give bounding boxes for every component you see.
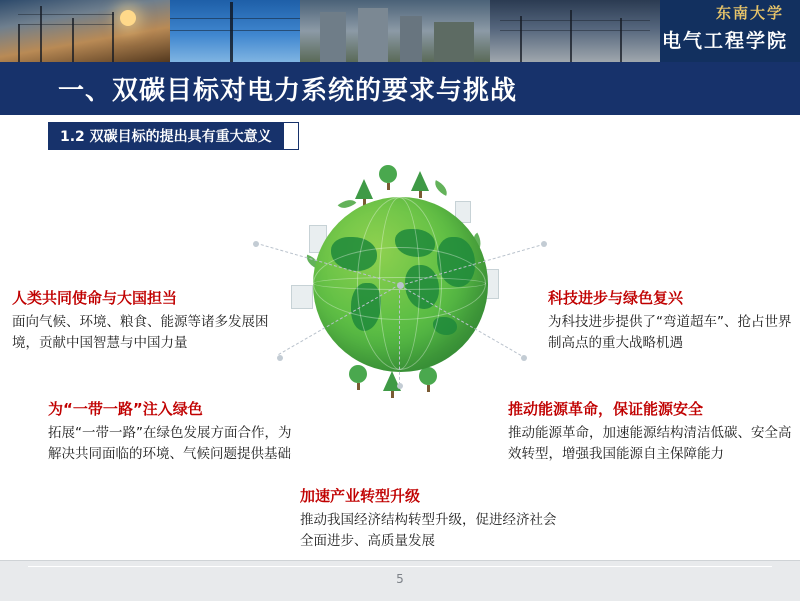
callout-body: 面向气候、环境、粮食、能源等诸多发展困境，贡献中国智慧与中国力量: [12, 314, 269, 351]
callout-body: 推动能源革命，加速能源结构清洁低碳、安全高效转型，增强我国能源自主保障能力: [508, 425, 792, 462]
cooling-tower: [358, 8, 388, 62]
school-name: 电气工程学院: [661, 30, 788, 52]
leaf-icon: [432, 180, 451, 196]
title-divider: [0, 112, 800, 115]
page-title: 一、双碳目标对电力系统的要求与挑战: [58, 75, 518, 106]
connector-endpoint: [521, 355, 527, 361]
callout-heading: 人类共同使命与大国担当: [12, 289, 178, 307]
connector-endpoint: [253, 241, 259, 247]
callout-right-top: [548, 287, 796, 354]
section-subheading: [48, 122, 299, 150]
building-icon: [291, 285, 313, 309]
tree-icon: [379, 165, 397, 190]
callout-heading: 推动能源革命，保证能源安全: [508, 400, 704, 418]
footer-divider: [28, 566, 772, 567]
connector-endpoint: [397, 383, 403, 389]
sun-icon: [120, 10, 136, 26]
substation-gantry: [520, 16, 522, 62]
power-line: [170, 30, 300, 31]
callout-right-bottom: [508, 398, 792, 465]
substation-gantry: [620, 18, 622, 62]
pylon-silhouette: [112, 12, 114, 62]
plant-building: [434, 22, 474, 62]
callout-body: 推动我国经济结构转型升级，促进经济社会全面进步、高质量发展: [300, 512, 557, 549]
tree-icon: [349, 365, 367, 390]
header-banner: [0, 0, 800, 62]
power-plant-cooling-towers-photo: [300, 0, 490, 62]
pylon-silhouette: [230, 2, 233, 62]
substation-photo: [490, 0, 660, 62]
power-line: [18, 24, 114, 25]
callout-heading: 加速产业转型升级: [300, 487, 421, 505]
substation-gantry: [570, 10, 572, 62]
tree-icon: [419, 367, 437, 392]
smokestack: [400, 16, 422, 62]
section-subheading-label: 1.2 双碳目标的提出具有重大意义: [48, 123, 284, 149]
tree-icon: [411, 171, 429, 198]
connector-endpoint: [277, 355, 283, 361]
transmission-tower-sunset-photo: [0, 0, 170, 62]
university-logo: 东南大学: [715, 4, 784, 22]
cooling-tower: [320, 12, 346, 62]
pylon-silhouette: [18, 24, 20, 62]
page-number: 5: [396, 572, 404, 586]
transmission-tower-blue-sky-photo: [170, 0, 300, 62]
power-line: [170, 18, 300, 19]
callout-left-top: [12, 287, 274, 354]
power-line: [500, 30, 650, 31]
connector-endpoint: [541, 241, 547, 247]
connector-line: [399, 285, 400, 385]
power-line: [18, 14, 114, 15]
callout-body: 拓展“一带一路”在绿色发展方面合作，为解决共同面临的环境、气候问题提供基础: [48, 425, 292, 462]
callout-left-bottom: [48, 398, 300, 465]
green-earth-illustration: [283, 165, 518, 400]
slide-title-bar: [0, 62, 800, 114]
callout-body: 为科技进步提供了“弯道超车”、抢占世界制高点的重大战略机遇: [548, 314, 792, 351]
institution-identity: [660, 0, 800, 62]
callout-bottom: [300, 485, 560, 552]
callout-heading: 科技进步与绿色复兴: [548, 289, 684, 307]
callout-heading: 为“一带一路”注入绿色: [48, 400, 203, 418]
power-line: [500, 20, 650, 21]
